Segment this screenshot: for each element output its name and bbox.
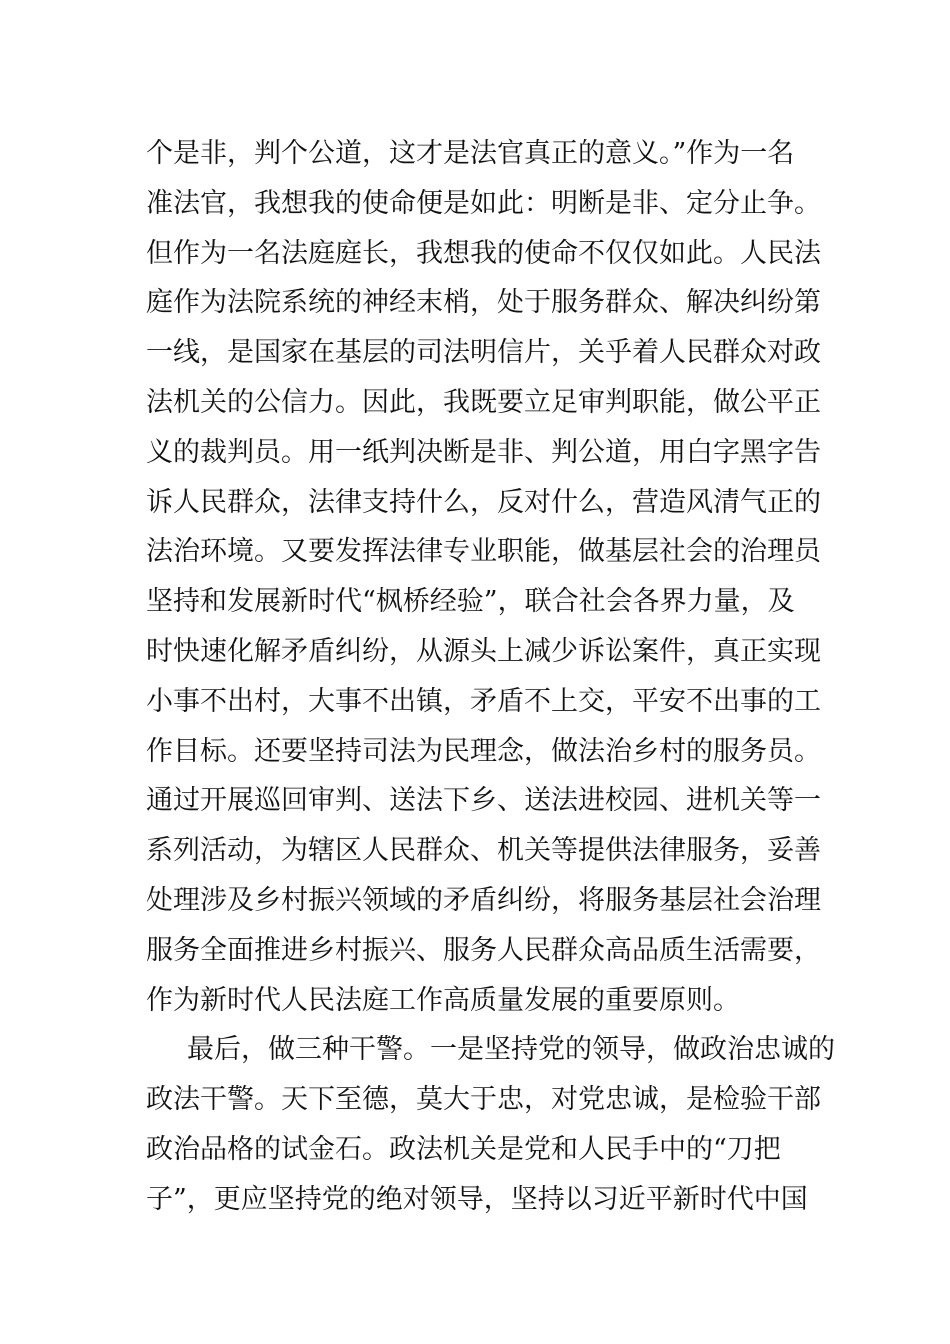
text-line: 诉人民群众，法律支持什么，反对什么，营造风清气正的: [146, 486, 821, 518]
text-line: 政法干警。天下至德，莫大于忠，对党忠诚，是检验干部: [146, 1084, 821, 1116]
text-line: 一线，是国家在基层的司法明信片，关乎着人民群众对政: [146, 337, 821, 369]
text-line: 小事不出村，大事不出镇，矛盾不上交，平安不出事的工: [146, 685, 821, 717]
text-line: 系列活动，为辖区人民群众、机关等提供法律服务，妥善: [146, 835, 821, 867]
text-line: 通过开展巡回审判、送法下乡、送法进校园、进机关等一: [146, 785, 821, 817]
text-line: 准法官，我想我的使命便是如此：明断是非、定分止争。: [146, 187, 821, 219]
text-line: 但作为一名法庭庭长，我想我的使命不仅仅如此。人民法: [146, 237, 821, 269]
text-line: 作目标。还要坚持司法为民理念，做法治乡村的服务员。: [146, 735, 821, 767]
paragraph-1: [146, 129, 821, 1025]
text-line: 服务全面推进乡村振兴、服务人民群众高品质生活需要，: [146, 934, 821, 966]
text-line: 个是非，判个公道，这才是法官真正的意义。”作为一名: [146, 138, 795, 169]
text-line: 法机关的公信力。因此，我既要立足审判职能，做公平正: [146, 386, 821, 418]
text-line: 作为新时代人民法庭工作高质量发展的重要原则。: [146, 984, 740, 1016]
text-line: 庭作为法院系统的神经末梢，处于服务群众、解决纠纷第: [146, 287, 821, 319]
text-line: 坚持和发展新时代“枫桥经验”，联合社会各界力量，及: [146, 586, 795, 618]
text-line: 时快速化解矛盾纠纷，从源头上减少诉讼案件，真正实现: [146, 635, 821, 667]
text-line: 政治品格的试金石。政法机关是党和人民手中的“刀把: [146, 1133, 781, 1165]
text-line: 处理涉及乡村振兴领域的矛盾纠纷，将服务基层社会治理: [146, 884, 821, 916]
body-text: [146, 129, 835, 1225]
text-line: 义的裁判员。用一纸判决断是非、判公道，用白字黑字告: [146, 436, 821, 468]
text-line: 法治环境。又要发挥法律专业职能，做基层社会的治理员: [146, 536, 821, 568]
text-line: 最后，做三种干警。一是坚持党的领导，做政治忠诚的: [187, 1034, 835, 1066]
paragraph-2: [146, 1025, 835, 1224]
text-line: 子”，更应坚持党的绝对领导，坚持以习近平新时代中国: [146, 1183, 808, 1215]
